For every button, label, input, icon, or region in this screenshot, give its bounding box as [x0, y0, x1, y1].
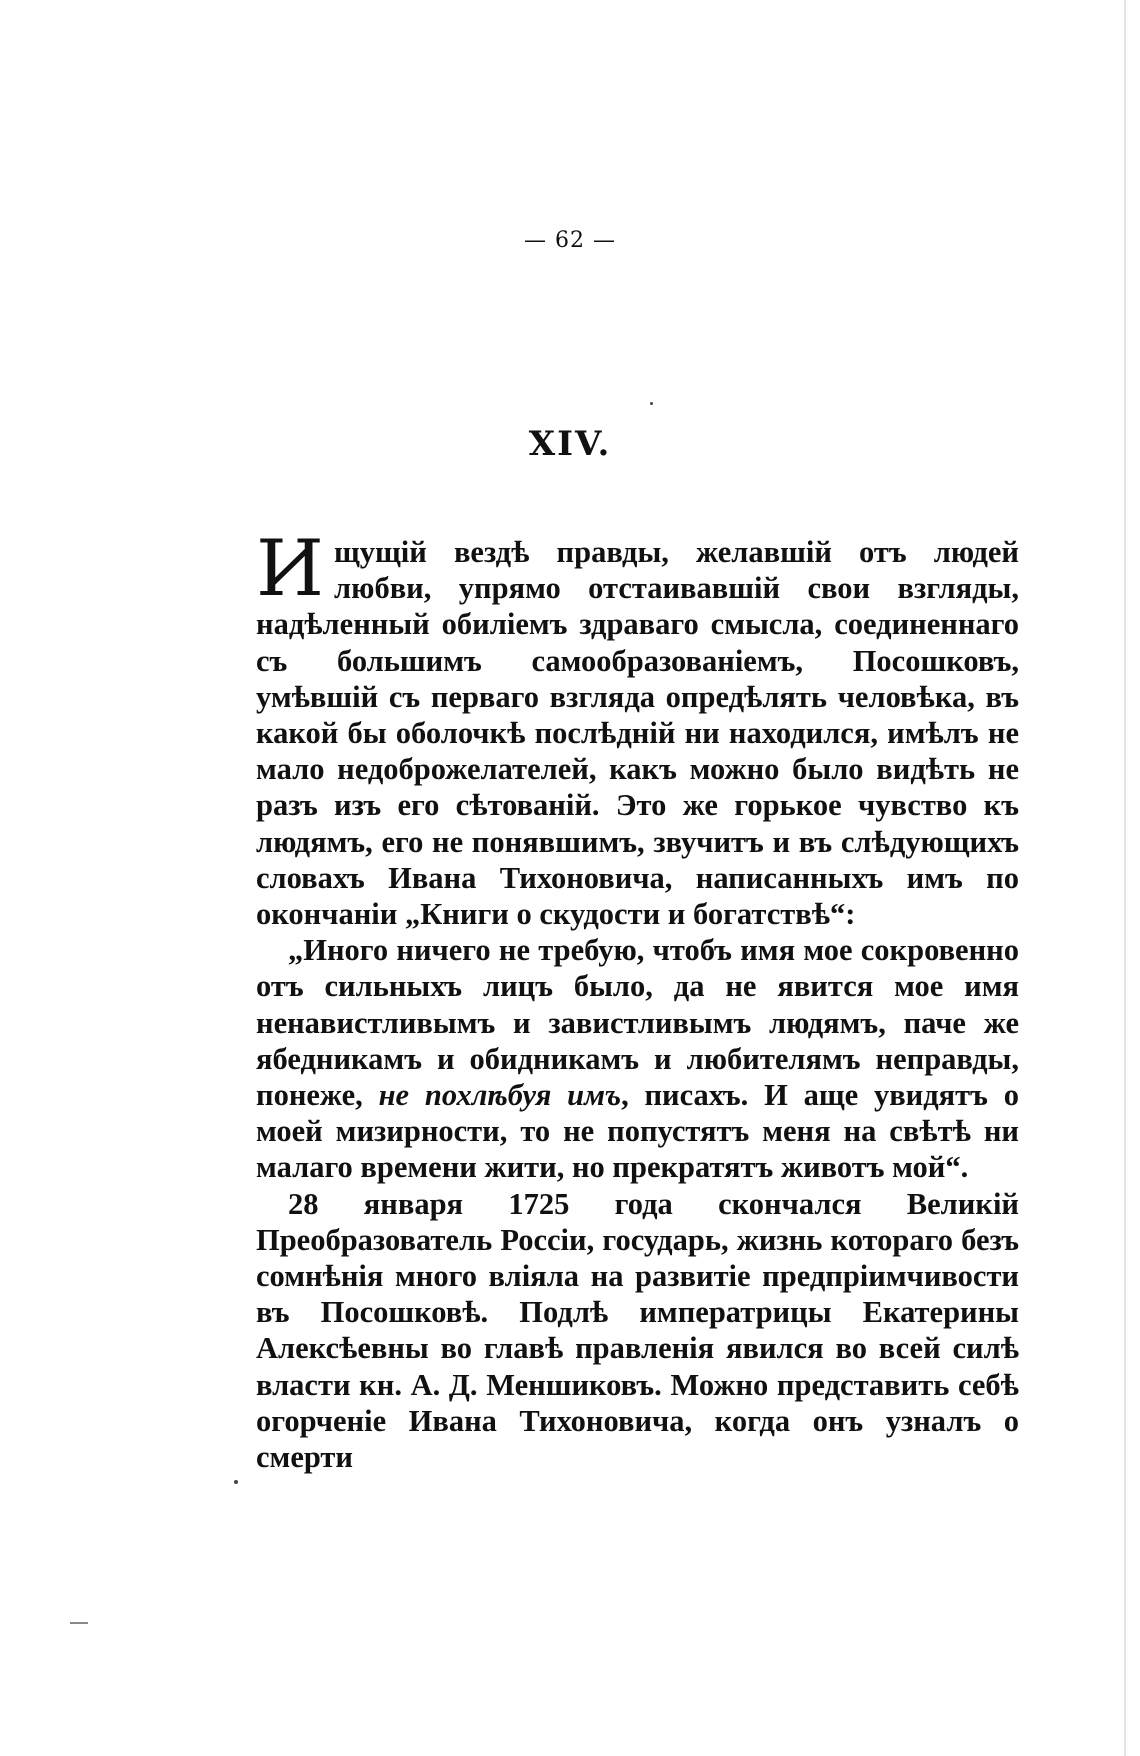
drop-cap: И: [256, 524, 325, 614]
paragraph-history: 28 января 1725 года скончался Великій Преобразователь Россіи, государь, жизнь котораго безъ сомнѣнія много вліяла на развитіе предпріимчивости въ Посошковѣ. Подлѣ императрицы Екатерины Алексѣевны во главѣ правленія явился во всей силѣ власти кн. А. Д. Меншиковъ. Можно представить себѣ огорченіе Ивана Тихоновича, когда онъ узналъ о смерти: [256, 1186, 1019, 1475]
quote-text-after: , писахъ. И аще увидятъ о моей мизирности, то не попустятъ меня на свѣтѣ ни малаго времени жити, но прекратятъ животъ мой“.: [256, 1078, 1019, 1185]
scan-mark: [70, 1622, 88, 1624]
scan-speck: [650, 402, 653, 405]
paragraph-opening-text: щущій вездѣ правды, желавшій отъ людей любви, упрямо отстаивавшій свои взгляды, надѣленный обиліемъ здраваго смысла, соединеннаго съ большимъ самообразованіемъ, Посошковъ, умѣвшій съ перваго взгляда опредѣлять человѣка, въ какой бы оболочкѣ послѣдній ни находился, имѣлъ не мало недоброжелателей, какъ можно было видѣть не разъ изъ его сѣтованій. Это же горькое чувство къ людямъ, его не понявшимъ, звучитъ и въ слѣдующихъ словахъ Ивана Тихоновича, написанныхъ имъ по окончаніи „Книги о скудости и богатствѣ“:: [256, 535, 1019, 932]
body-text: [256, 524, 1019, 1475]
quote-text-before: „Иного ничего не требую, чтобъ имя мое сокровенно отъ сильныхъ лицъ было, да не явится мое имя ненавистливымъ и завистливымъ людямъ, паче же ябедникамъ и обидникамъ и любителямъ неправды, понеже,: [256, 933, 1019, 1113]
chapter-heading: XIV.: [528, 424, 612, 464]
paragraph-quote: [256, 932, 1019, 1185]
quote-emphasis: не похлѣбуя имъ: [378, 1078, 622, 1113]
paragraph-opening: [256, 524, 1019, 932]
page-number: — 62 —: [524, 228, 616, 253]
page-edge-line: [1124, 0, 1126, 1756]
scan-speck: [234, 1480, 238, 1484]
